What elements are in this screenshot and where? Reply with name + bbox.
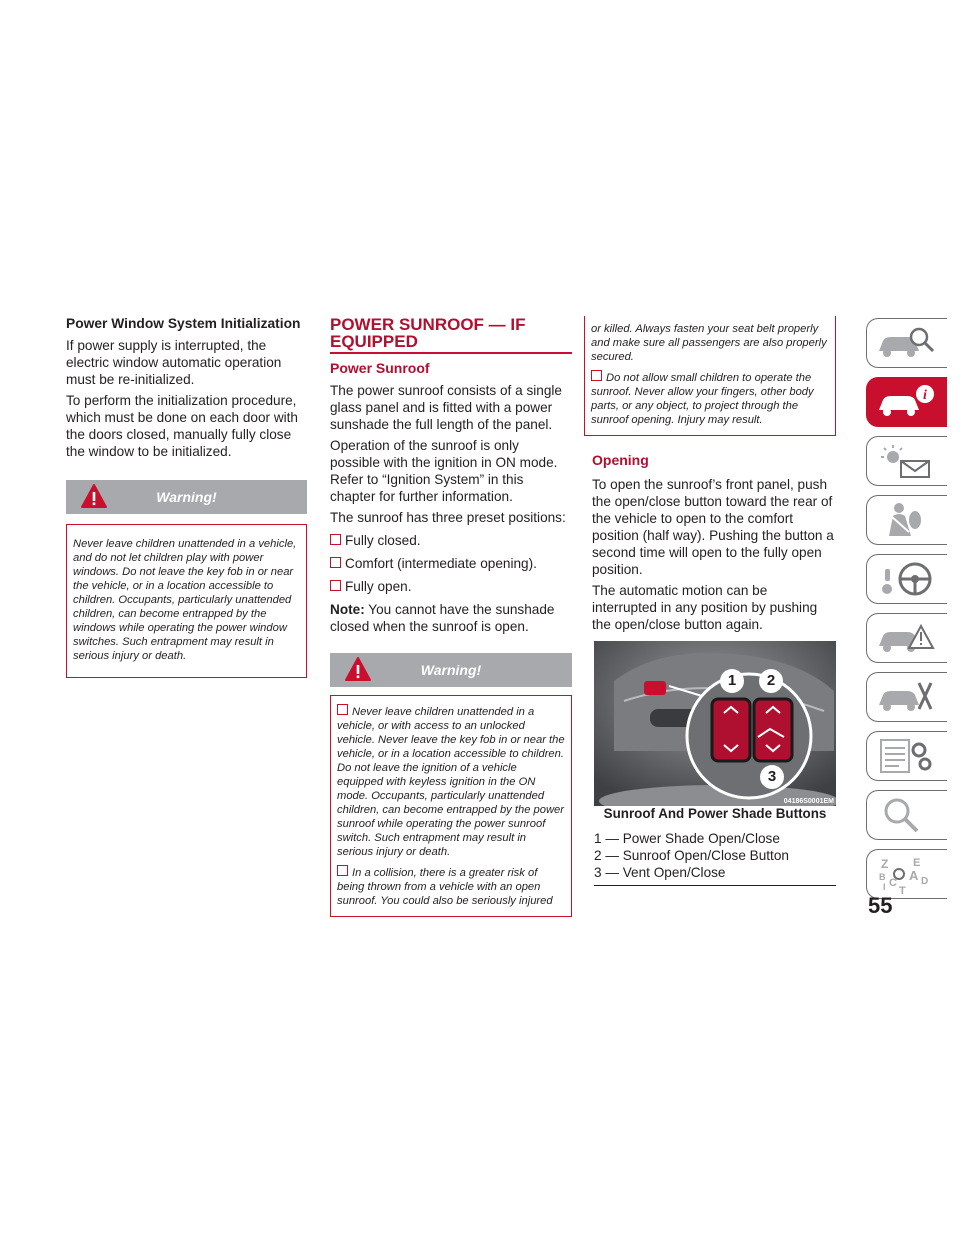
warning-continued-text: or killed. Always fasten your seat belt properly and make sure all passengers are also properly secured. bbox=[591, 323, 827, 363]
warning-title: Warning! bbox=[420, 662, 482, 678]
index-letter: T bbox=[899, 885, 906, 896]
left-para-1: If power supply is interrupted, the electric window automatic operation must be re-initialized. bbox=[66, 338, 282, 387]
sunroof-buttons-figure bbox=[594, 641, 836, 806]
legend-item: 2 — Sunroof Open/Close Button bbox=[594, 848, 789, 863]
sidebar-tab-emergency[interactable] bbox=[866, 613, 947, 663]
list-item: Fully closed. bbox=[330, 532, 572, 549]
svg-text:i: i bbox=[923, 388, 927, 403]
power-window-init-heading: Power Window System Initialization bbox=[66, 316, 301, 331]
warning-box bbox=[66, 524, 307, 678]
index-letter: A bbox=[909, 868, 919, 883]
figure-caption: Sunroof And Power Shade Buttons bbox=[603, 806, 827, 821]
index-letter: B bbox=[879, 872, 886, 882]
index-letter: E bbox=[913, 857, 921, 869]
note-label: Note: bbox=[330, 602, 365, 617]
callout-1: 1 bbox=[720, 669, 744, 693]
bullet-icon bbox=[337, 865, 348, 876]
warning-box-continued bbox=[584, 316, 836, 436]
bullet-icon bbox=[337, 704, 348, 715]
sidebar-tab-warning-lights[interactable] bbox=[866, 436, 947, 486]
middle-para-3: The sunroof has three preset positions: bbox=[330, 510, 566, 525]
warning-lights-icon bbox=[875, 443, 937, 479]
right-para-1: To open the sunroof’s front panel, push the open/close button toward the rear of the vehicle to open to the comfort position (half way). Pushing the button a second time will open to the fully open position. bbox=[592, 477, 834, 577]
warning-item: In a collision, there is a greater risk of being thrown from a vehicle with an open sunroof. You could also be seriously injured bbox=[337, 867, 553, 907]
specifications-icon bbox=[875, 738, 937, 774]
emergency-icon bbox=[875, 620, 937, 656]
safety-icon bbox=[875, 502, 937, 538]
note-text: You cannot have the sunshade closed when the sunroof is open. bbox=[330, 602, 555, 634]
sidebar-tab-car-service[interactable] bbox=[866, 672, 947, 722]
sidebar-tab-steering[interactable] bbox=[866, 554, 947, 604]
left-para-2: To perform the initialization procedure, which must be done on each door with the doors closed, manually fully close the window to be initialized. bbox=[66, 393, 298, 459]
sidebar-tab-search[interactable] bbox=[866, 790, 947, 840]
legend-item: 1 — Power Shade Open/Close bbox=[594, 831, 780, 846]
warning-bar bbox=[330, 653, 572, 687]
overhead-console-photo bbox=[594, 641, 836, 806]
right-para-2: The automatic motion can be interrupted in any position by pushing the open/close button again. bbox=[592, 583, 818, 632]
section-title: POWER SUNROOF — IF EQUIPPED bbox=[330, 316, 572, 354]
search-icon bbox=[875, 797, 937, 833]
opening-subheading: Opening bbox=[592, 452, 649, 468]
callout-3: 3 bbox=[760, 765, 784, 789]
index-letter: C bbox=[889, 877, 897, 889]
bullet-icon bbox=[330, 580, 341, 591]
index-letter: I bbox=[883, 882, 886, 892]
warning-item: Do not allow small children to operate the sunroof. Never allow your fingers, other body parts, or any object, to project through the sunroof opening. Injury may result. bbox=[591, 372, 814, 426]
sidebar-tab-car-info[interactable] bbox=[866, 377, 947, 427]
left-column bbox=[66, 316, 307, 678]
bullet-icon bbox=[330, 557, 341, 568]
index-icon bbox=[875, 856, 937, 896]
middle-para-2: Operation of the sunroof is only possible with the ignition in ON mode. Refer to “Ignition System” in this chapter for further information. bbox=[330, 438, 558, 504]
warning-title: Warning! bbox=[156, 489, 217, 505]
sidebar-tab-index[interactable] bbox=[866, 849, 947, 899]
warning-bar bbox=[66, 480, 307, 514]
bullet-icon bbox=[330, 534, 341, 545]
car-search-icon bbox=[875, 325, 937, 361]
warning-box bbox=[330, 695, 572, 917]
figure-legend bbox=[594, 830, 836, 886]
power-sunroof-subheading: Power Sunroof bbox=[330, 360, 430, 376]
figure-code: 04186S0001EM bbox=[783, 798, 834, 805]
car-service-icon bbox=[875, 679, 937, 715]
note bbox=[330, 601, 572, 635]
sidebar-tab-specifications[interactable] bbox=[866, 731, 947, 781]
steering-icon bbox=[875, 561, 937, 597]
bullet-icon bbox=[591, 370, 602, 381]
page-number: 55 bbox=[868, 893, 893, 918]
warning-text: Never leave children unattended in a vehicle, and do not let children play with power windows. Do not leave the key fob in or near the vehicle, or in a location accessible to children. Occupants, particularly unattended children, can become entrapped by the windows while operating the power window switches. Such entrapment may result in serious injury or death. bbox=[73, 538, 297, 662]
car-info-icon bbox=[875, 384, 937, 420]
legend-item: 3 — Vent Open/Close bbox=[594, 865, 726, 880]
index-letter: Z bbox=[881, 857, 889, 871]
sidebar-tab-safety[interactable] bbox=[866, 495, 947, 545]
right-column bbox=[584, 316, 836, 886]
middle-para-1: The power sunroof consists of a single glass panel and is fitted with a power sunshade the full length of the panel. bbox=[330, 383, 562, 432]
list-item: Fully open. bbox=[330, 578, 572, 595]
middle-column bbox=[330, 316, 572, 917]
list-item: Comfort (intermediate opening). bbox=[330, 555, 572, 572]
warning-item: Never leave children unattended in a vehicle, or with access to an unlocked vehicle. Never leave the key fob in or near the vehicle, or in a location accessible to children. Do not leave the ignition of a vehicle equipped with keyless ignition in the ON mode. Occupants, particularly unattended children, can become entrapped by the power sunroof while operating the power sunroof switch. Such entrapment may result in serious injury or death. bbox=[337, 706, 565, 858]
callout-2: 2 bbox=[759, 669, 783, 693]
sidebar-tab-car-search[interactable] bbox=[866, 318, 947, 368]
index-letter: D bbox=[921, 876, 929, 887]
